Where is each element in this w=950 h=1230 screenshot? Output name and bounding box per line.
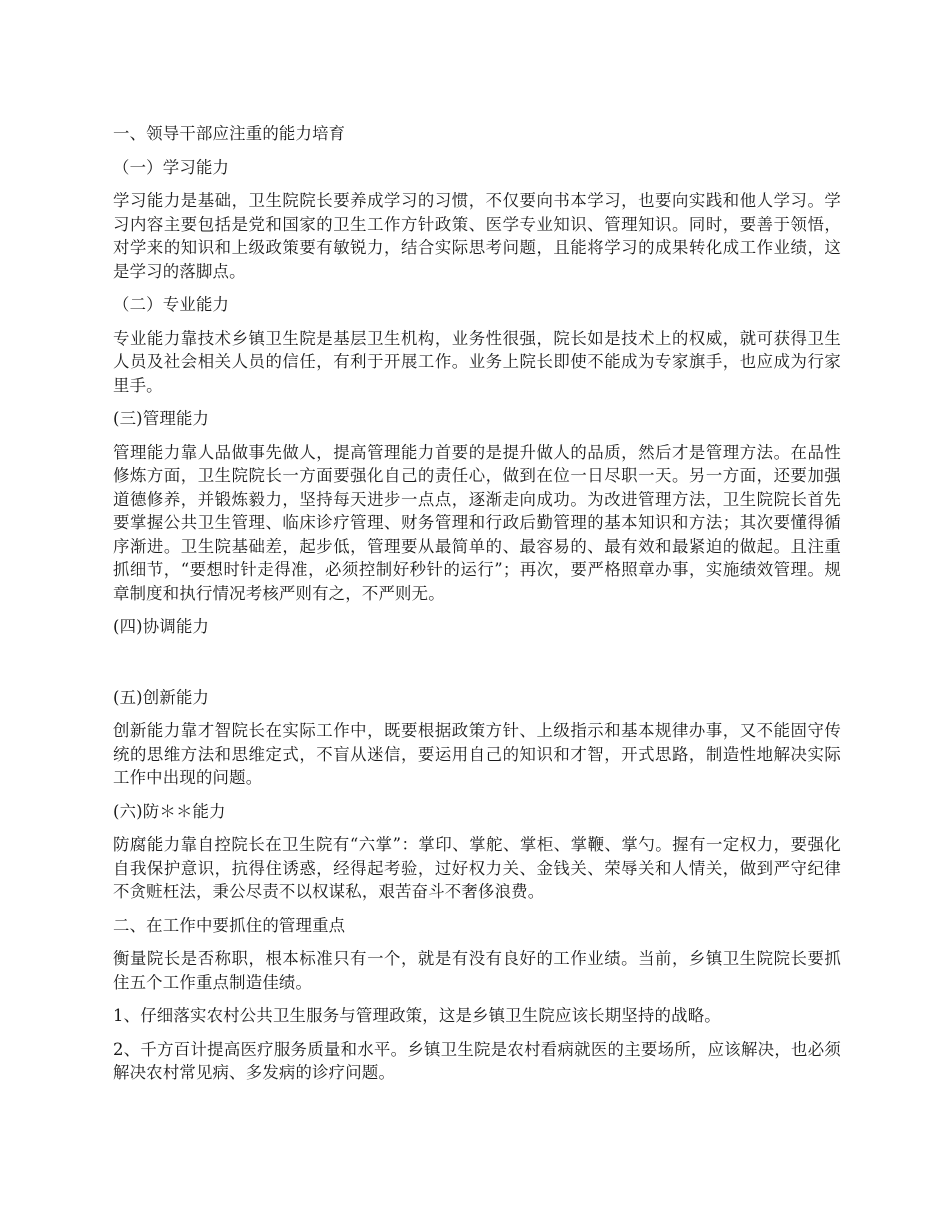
subheading-coordination: (四)协调能力 [113, 617, 210, 636]
paragraph-management: 管理能力靠人品做事先做人，提高管理能力首要的是提升做人的品质，然后才是管理方法。在品性修炼方面，卫生院院长一方面要强化自己的责任心，做到在位一日尽职一天。另一方面，还要加强道德修养，并锻炼毅力，坚持每天进步一点点，逐渐走向成功。为改进管理方法，卫生院院长首先要掌握公共卫生管理、临床诊疗管理、财务管理和行政后勤管理的基本知识和方法；其次要懂得循序渐进。卫生院基础差，起步低，管理要从最简单的、最容易的、最有效和最紧迫的做起。且注重抓细节，“要想时针走得准，必须控制好秒针的运行”；再次，要严格照章办事，实施绩效管理。规章制度和执行情况考核严则有之，不严则无。 [113, 442, 841, 603]
list-item-2: 2、千方百计提高医疗服务质量和水平。乡镇卫生院是农村看病就医的主要场所，应该解决，也必须解决农村常见病、多发病的诊疗问题。 [113, 1039, 841, 1082]
list-item-1: 1、仔细落实农村公共卫生服务与管理政策，这是乡镇卫生院应该长期坚持的战略。 [113, 1006, 721, 1025]
paragraph-learning: 学习能力是基础，卫生院院长要养成学习的习惯，不仅要向书本学习，也要向实践和他人学习。学习内容主要包括是党和国家的卫生工作方针政策、医学专业知识、管理知识。同时，要善于领悟，对学来的知识和上级政策要有敏锐力，结合实际思考问题，且能将学习的成果转化成工作业绩，这是学习的落脚点。 [113, 191, 841, 281]
subheading-anticorruption: (六)防＊＊能力 [113, 801, 226, 821]
section-heading-2: 二、在工作中要抓住的管理重点 [113, 915, 346, 935]
subheading-professional: （二）专业能力 [113, 295, 230, 314]
paragraph-criteria: 衡量院长是否称职，根本标准只有一个，就是有没有良好的工作业绩。当前，乡镇卫生院院长要抓住五个工作重点制造佳绩。 [113, 949, 841, 992]
section-heading-1: 一、领导干部应注重的能力培育 [113, 124, 346, 143]
paragraph-innovation: 创新能力靠才智院长在实际工作中，既要根据政策方针、上级指示和基本规律办事，又不能固守传统的思维方法和思维定式，不盲从迷信，要运用自己的知识和才智，开式思路，制造性地解决实际工作中出现的问题。 [113, 721, 841, 787]
subheading-innovation: (五)创新能力 [113, 687, 210, 707]
paragraph-anticorruption: 防腐能力靠自控院长在卫生院有“六掌”：掌印、掌舵、掌柜、掌鞭、掌勺。握有一定权力，要强化自我保护意识，抗得住诱惑，经得起考验，过好权力关、金钱关、荣辱关和人情关，做到严守纪律不贪赃枉法，秉公尽责不以权谋私，艰苦奋斗不奢侈浪费。 [113, 835, 841, 901]
document-body [113, 122, 841, 1095]
paragraph-professional: 专业能力靠技术乡镇卫生院是基层卫生机构，业务性很强，院长如是技术上的权威，就可获得卫生人员及社会相关人员的信任，有利于开展工作。业务上院长即使不能成为专家旗手，也应成为行家里手。 [113, 328, 841, 395]
subheading-learning: （一）学习能力 [113, 157, 230, 177]
subheading-management: (三)管理能力 [113, 409, 210, 428]
